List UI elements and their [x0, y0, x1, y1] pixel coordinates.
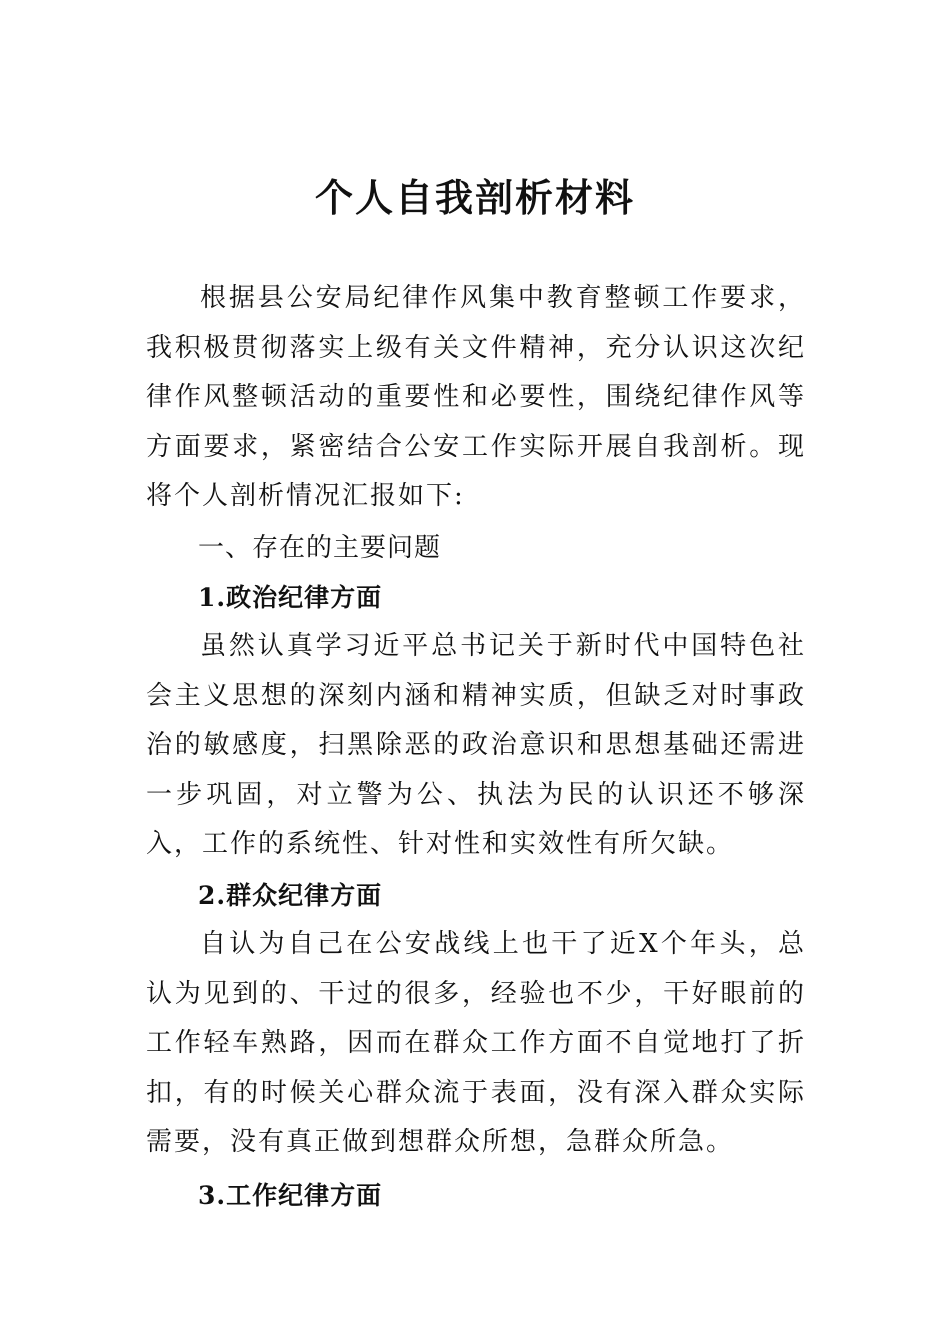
subsection-heading-masses: 2.群众纪律方面 [198, 881, 383, 910]
subsection-heading-work: 3.工作纪律方面 [198, 1181, 383, 1210]
document-title: 个人自我剖析材料 [314, 175, 635, 220]
paragraph-political: 虽然认真学习近平总书记关于新时代中国特色社会主义思想的深刻内涵和精神实质，但缺乏对时事政治的敏感度，扫黑除恶的政治意识和思想基础还需进一步巩固，对立警为公、执法为民的认识还不够深入，工作的系统性、针对性和实效性有所欠缺。 [146, 631, 806, 860]
intro-paragraph: 根据县公安局纪律作风集中教育整顿工作要求，我积极贯彻落实上级有关文件精神，充分认识这次纪律作风整顿活动的重要性和必要性，围绕纪律作风等方面要求，紧密结合公安工作实际开展自我剖析。现将个人剖析情况汇报如下: [146, 283, 806, 512]
subsection-heading-political: 1.政治纪律方面 [198, 583, 383, 612]
section-heading-problems: 一、存在的主要问题 [198, 533, 442, 563]
paragraph-masses: 自认为自己在公安战线上也干了近X个年头，总认为见到的、干过的很多，经验也不少，干好眼前的工作轻车熟路，因而在群众工作方面不自觉地打了折扣，有的时候关心群众流于表面，没有深入群众实际需要，没有真正做到想群众所想，急群众所急。 [146, 929, 806, 1158]
